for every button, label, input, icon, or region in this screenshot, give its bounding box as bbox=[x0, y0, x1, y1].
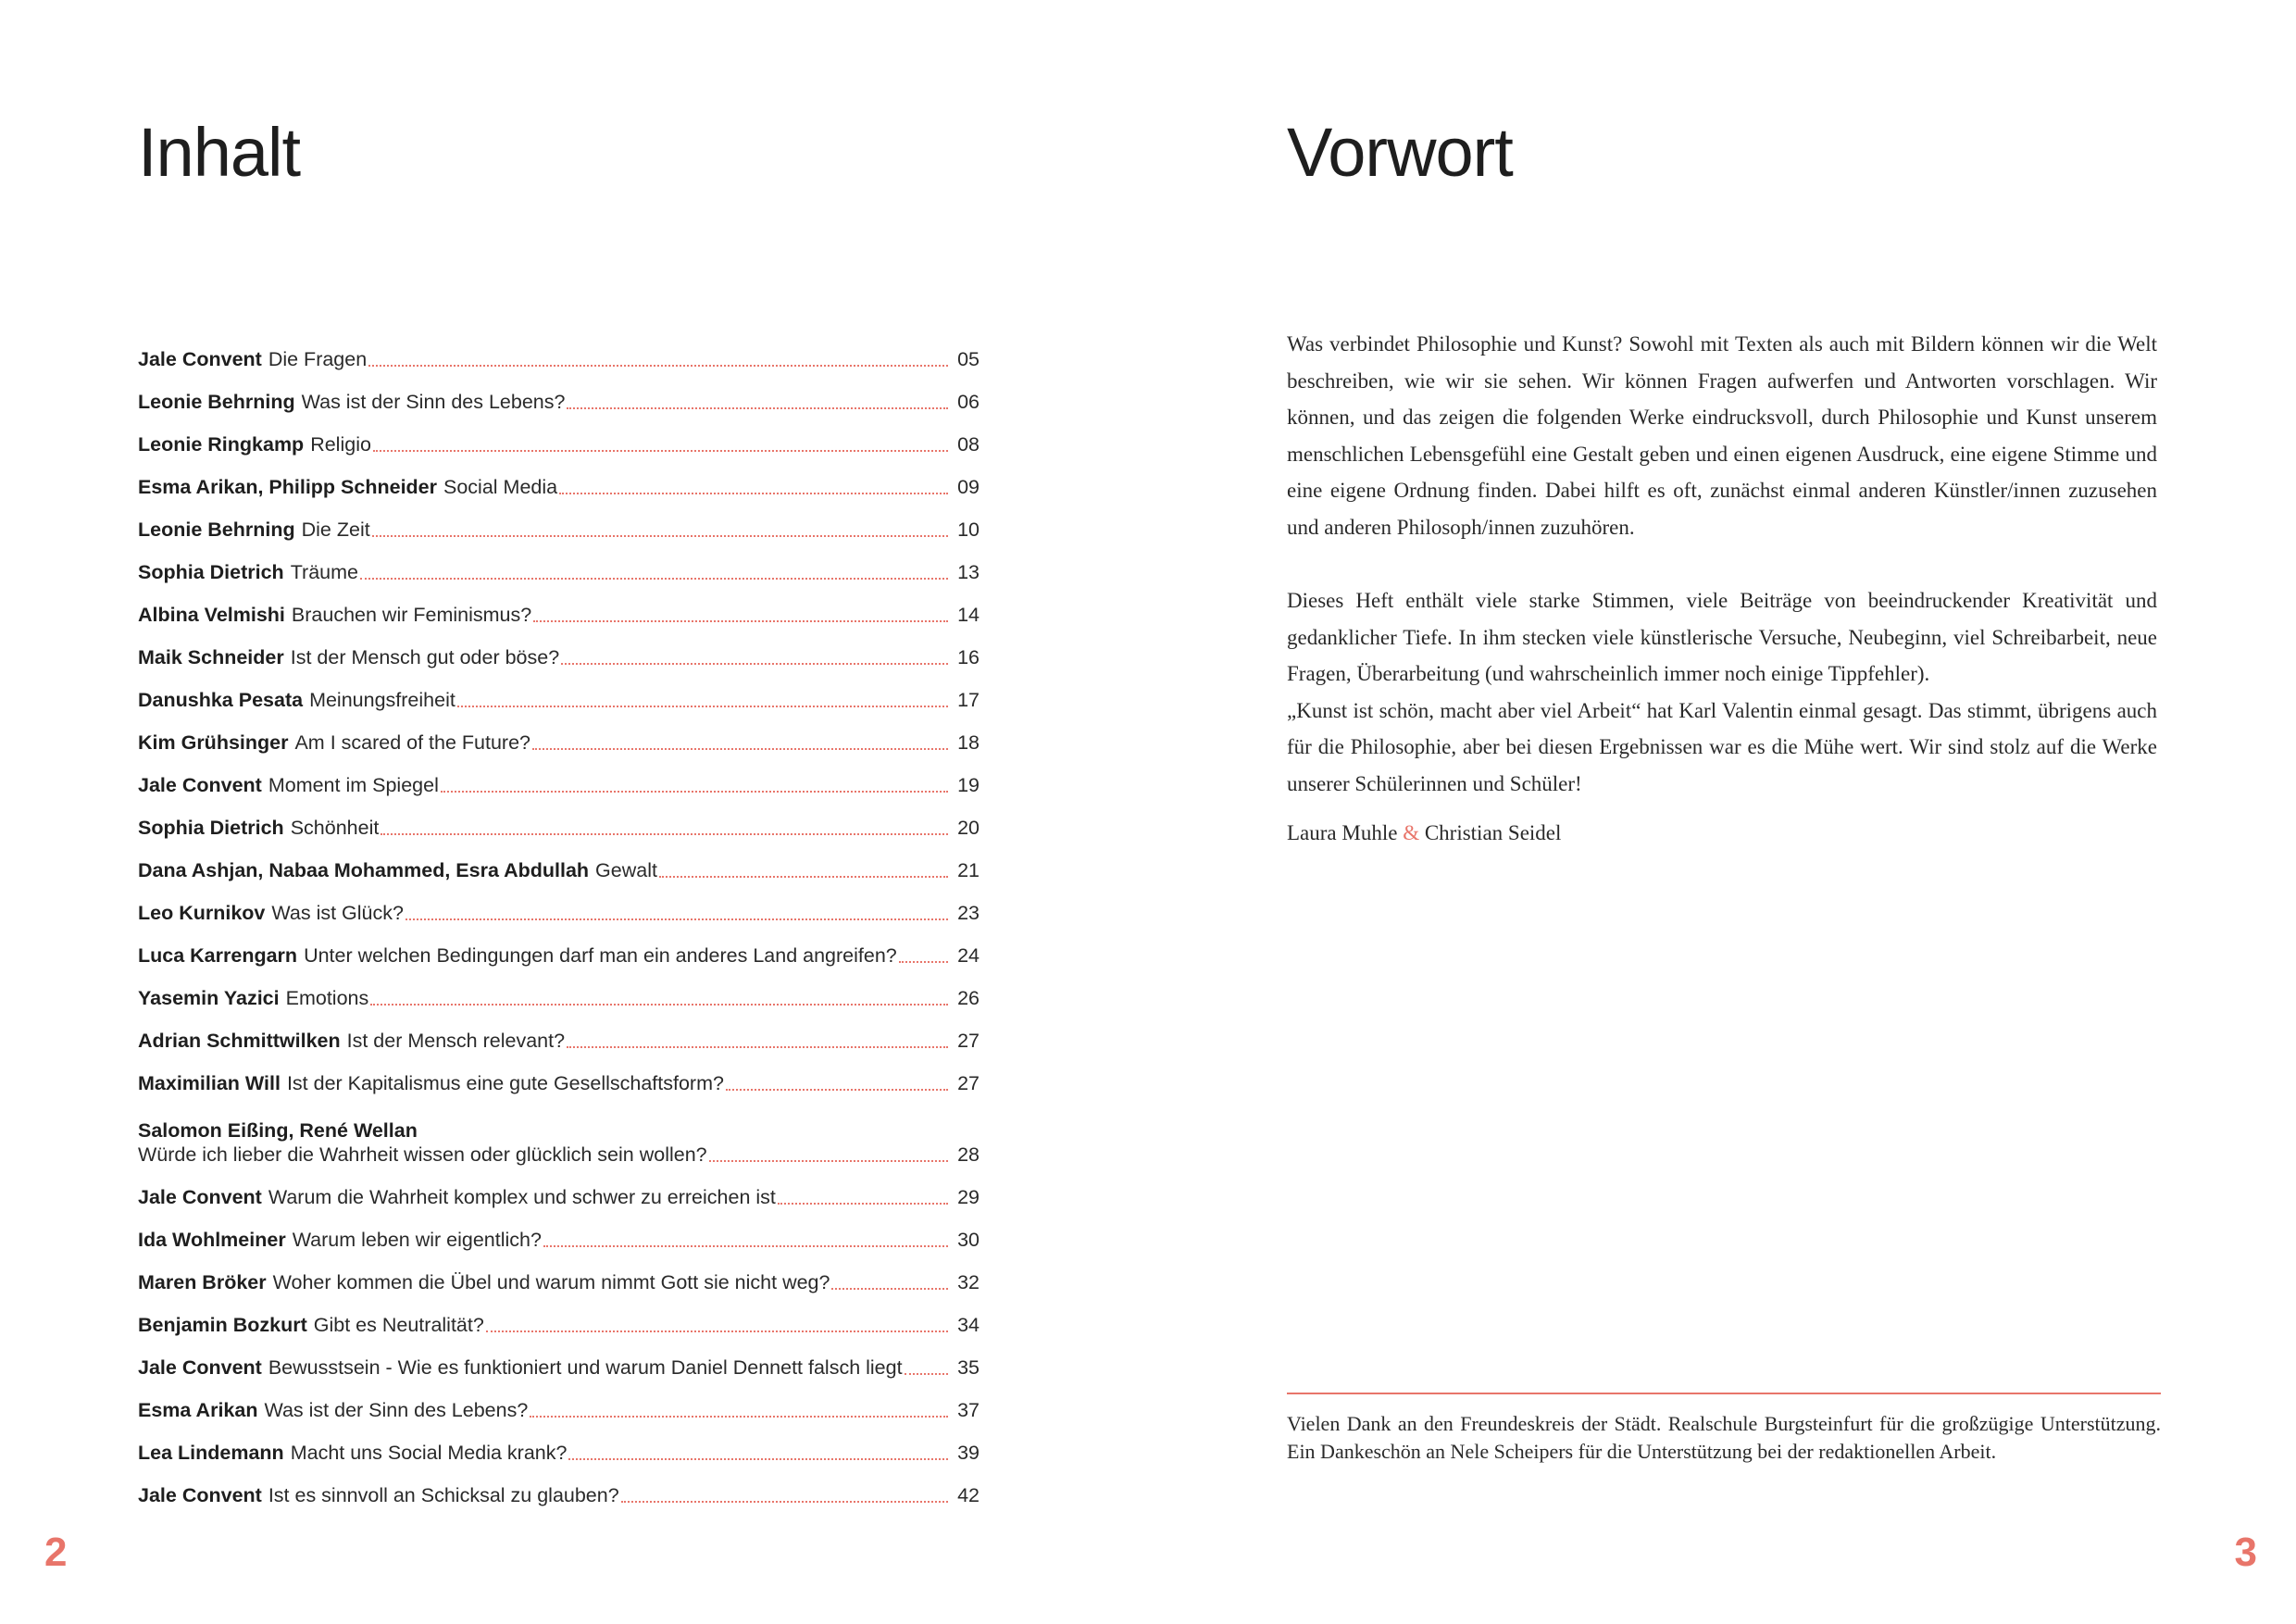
toc-author: Benjamin Bozkurt bbox=[138, 1314, 307, 1336]
toc-leader-dots bbox=[831, 1288, 948, 1290]
toc-entry bbox=[138, 627, 980, 669]
signature bbox=[1287, 821, 1561, 845]
toc-title: Was ist der Sinn des Lebens? bbox=[301, 391, 566, 413]
toc-author: Kim Grühsinger bbox=[138, 731, 289, 754]
toc-leader-dots bbox=[559, 493, 948, 494]
toc-page-number: 26 bbox=[957, 987, 980, 1009]
toc-title: Träume bbox=[290, 561, 358, 583]
toc-leader-dots bbox=[370, 1004, 948, 1006]
toc-title: Macht uns Social Media krank? bbox=[290, 1442, 568, 1464]
toc-entry bbox=[138, 542, 980, 584]
toc-leader-dots bbox=[568, 1458, 948, 1460]
toc-title: Ist der Mensch gut oder böse? bbox=[290, 646, 560, 668]
toc-leader-dots bbox=[905, 1373, 948, 1375]
acknowledgement-text: Vielen Dank an den Freundeskreis der Städt. Realschule Burgsteinfurt für die großzügige Unterstützung. Ein Dankeschön an Nele Scheipers für die Unterstützung bei der redaktionellen Arbeit. bbox=[1287, 1412, 2161, 1463]
toc-author: Jale Convent bbox=[138, 1484, 262, 1506]
toc-page-number: 17 bbox=[957, 689, 980, 711]
toc-author: Leonie Ringkamp bbox=[138, 433, 305, 456]
toc-entry bbox=[138, 584, 980, 627]
toc-author: Esma Arikan, Philipp Schneider bbox=[138, 476, 437, 498]
foreword-heading: Vorwort bbox=[1287, 114, 1513, 191]
toc-entry bbox=[138, 925, 980, 968]
toc-leader-dots bbox=[726, 1089, 948, 1091]
toc-author: Jale Convent bbox=[138, 1356, 262, 1379]
toc-author: Maik Schneider bbox=[138, 646, 284, 668]
toc-leader-dots bbox=[406, 918, 948, 920]
toc-author: Albina Velmishi bbox=[138, 604, 285, 626]
toc-entry-line-1 bbox=[138, 1118, 980, 1143]
toc-page-number: 18 bbox=[957, 731, 980, 754]
toc-leader-dots bbox=[567, 1046, 948, 1048]
toc-author: Leo Kurnikov bbox=[138, 902, 266, 924]
toc-title: Woher kommen die Übel und warum nimmt Gott sie nicht weg? bbox=[272, 1271, 830, 1293]
toc-title: Unter welchen Bedingungen darf man ein anderes Land angreifen? bbox=[304, 944, 897, 967]
toc-entry bbox=[138, 840, 980, 882]
toc-leader-dots bbox=[567, 407, 948, 409]
toc-title: Die Zeit bbox=[301, 518, 370, 541]
toc-title: Schönheit bbox=[290, 817, 380, 839]
toc-leader-dots bbox=[372, 535, 948, 537]
toc-entry bbox=[138, 499, 980, 542]
divider-rule bbox=[1287, 1393, 2161, 1394]
toc-title: Social Media bbox=[443, 476, 558, 498]
toc-author: Leonie Behrning bbox=[138, 518, 295, 541]
toc-entry bbox=[138, 755, 980, 797]
toc-leader-dots bbox=[368, 365, 948, 367]
toc-author: Esma Arikan bbox=[138, 1399, 258, 1421]
toc-page-number: 20 bbox=[957, 817, 980, 839]
toc-page-number: 08 bbox=[957, 433, 980, 456]
toc-title: Die Fragen bbox=[268, 348, 368, 370]
toc-title: Ist der Mensch relevant? bbox=[346, 1030, 566, 1052]
toc-leader-dots bbox=[457, 706, 948, 707]
toc-page-number: 27 bbox=[957, 1072, 980, 1094]
toc-title: Warum die Wahrheit komplex und schwer zu erreichen ist bbox=[268, 1186, 776, 1208]
toc-title: Ist der Kapitalismus eine gute Gesellschaftsform? bbox=[286, 1072, 724, 1094]
toc-author: Leonie Behrning bbox=[138, 391, 295, 413]
toc-page-number: 10 bbox=[957, 518, 980, 541]
toc-leader-dots bbox=[373, 450, 948, 452]
toc-title: Gewalt bbox=[595, 859, 657, 881]
toc-title: Bewusstsein - Wie es funktioniert und warum Daniel Dennett falsch liegt bbox=[268, 1356, 903, 1379]
toc-entry bbox=[138, 1422, 980, 1465]
toc-title: Moment im Spiegel bbox=[268, 774, 439, 796]
toc-leader-dots bbox=[621, 1501, 948, 1503]
toc-author: Ida Wohlmeiner bbox=[138, 1229, 286, 1251]
toc-entry bbox=[138, 1337, 980, 1380]
toc-entry bbox=[138, 1380, 980, 1422]
toc-entry-line-2 bbox=[138, 1143, 980, 1167]
toc-page-number: 28 bbox=[957, 1143, 980, 1166]
toc-title: Würde ich lieber die Wahrheit wissen oder glücklich sein wollen? bbox=[138, 1143, 707, 1166]
signature-name-2: Christian Seidel bbox=[1424, 821, 1562, 844]
toc-author: Sophia Dietrich bbox=[138, 561, 284, 583]
toc-leader-dots bbox=[486, 1330, 948, 1332]
toc-title: Warum leben wir eigentlich? bbox=[292, 1229, 542, 1251]
toc-author: Jale Convent bbox=[138, 348, 262, 370]
toc-page-number: 05 bbox=[957, 348, 980, 370]
signature-name-1: Laura Muhle bbox=[1287, 821, 1398, 844]
toc-leader-dots bbox=[533, 620, 948, 622]
toc-page-number: 16 bbox=[957, 646, 980, 668]
toc-page-number: 06 bbox=[957, 391, 980, 413]
toc-leader-dots bbox=[899, 961, 948, 963]
toc-title: Was ist der Sinn des Lebens? bbox=[264, 1399, 529, 1421]
toc-page-number: 21 bbox=[957, 859, 980, 881]
toc-author: Danushka Pesata bbox=[138, 689, 304, 711]
toc-entry bbox=[138, 1294, 980, 1337]
toc-leader-dots bbox=[561, 663, 948, 665]
toc-heading: Inhalt bbox=[138, 114, 301, 191]
toc-entry bbox=[138, 1209, 980, 1252]
toc-entry bbox=[138, 414, 980, 456]
toc-page-number: 32 bbox=[957, 1271, 980, 1293]
toc-page-number: 30 bbox=[957, 1229, 980, 1251]
toc-page-number: 39 bbox=[957, 1442, 980, 1464]
toc-author: Sophia Dietrich bbox=[138, 817, 284, 839]
toc-page-number: 13 bbox=[957, 561, 980, 583]
signature-ampersand: & bbox=[1403, 821, 1420, 844]
toc-title: Ist es sinnvoll an Schicksal zu glauben? bbox=[268, 1484, 619, 1506]
toc-entry bbox=[138, 1252, 980, 1294]
toc-page-number: 29 bbox=[957, 1186, 980, 1208]
toc-leader-dots bbox=[778, 1203, 948, 1205]
toc-title: Meinungsfreiheit bbox=[309, 689, 455, 711]
toc-author: Yasemin Yazici bbox=[138, 987, 280, 1009]
page-number-left: 2 bbox=[44, 1530, 68, 1575]
toc-author: Adrian Schmittwilken bbox=[138, 1030, 341, 1052]
toc-leader-dots bbox=[659, 876, 948, 878]
toc-entry bbox=[138, 456, 980, 499]
toc-author: Jale Convent bbox=[138, 774, 262, 796]
toc-page-number: 14 bbox=[957, 604, 980, 626]
toc-leader-dots bbox=[543, 1245, 948, 1247]
toc-leader-dots bbox=[709, 1160, 948, 1162]
toc-page-number: 19 bbox=[957, 774, 980, 796]
toc-entry bbox=[138, 797, 980, 840]
toc-leader-dots bbox=[530, 1416, 948, 1418]
toc-entry bbox=[138, 968, 980, 1010]
toc-entry bbox=[138, 371, 980, 414]
toc-author: Luca Karrengarn bbox=[138, 944, 298, 967]
toc-leader-dots bbox=[532, 748, 948, 750]
toc-entry bbox=[138, 1167, 980, 1209]
toc-leader-dots bbox=[381, 833, 948, 835]
toc-title: Brauchen wir Feminismus? bbox=[291, 604, 532, 626]
toc-title: Emotions bbox=[285, 987, 369, 1009]
toc-leader-dots bbox=[360, 578, 948, 580]
toc-page-number: 23 bbox=[957, 902, 980, 924]
foreword-paragraph-2: Dieses Heft enthält viele starke Stimmen, viele Beiträge von beeindruckender Kreativität und gedanklicher Tiefe. In ihm stecken viele künstlerische Versuche, Neubeginn, viel Schreibarbeit, neue Fragen, Überarbeitung (und wahrscheinlich immer noch einige Tippfehler). bbox=[1287, 589, 2157, 685]
toc-author: Maximilian Will bbox=[138, 1072, 281, 1094]
foreword-text bbox=[1287, 326, 2157, 802]
foreword-paragraph-1: Was verbindet Philosophie und Kunst? Sowohl mit Texten als auch mit Bildern können wir die Welt beschreiben, wie wir sie sehen. Wir können Fragen aufwerfen und Antworten vorschlagen. Wir können, und das zeigen die folgenden Werke eindrucksvoll, durch Philosophie und Kunst unserem menschlichen Lebensgefühl eine Gestalt geben und einen eigenen Ausdruck, eine eigene Stimme und eine eigene Ordnung finden. Dabei hilft es oft, zunächst einmal anderen Künstler/innen zuzusehen und anderen Philosoph/innen zuzuhören. bbox=[1287, 332, 2157, 539]
toc-entry bbox=[138, 1053, 980, 1095]
foreword-paragraph-3: „Kunst ist schön, macht aber viel Arbeit“ hat Karl Valentin einmal gesagt. Das stimmt, übrigens auch für die Philosophie, aber bei diesen Ergebnissen war es die Mühe wert. Wir sind stolz auf die Werke unserer Schülerinnen und Schüler! bbox=[1287, 698, 2157, 795]
table-of-contents bbox=[138, 329, 980, 1507]
toc-entry bbox=[138, 1010, 980, 1053]
toc-page-number: 24 bbox=[957, 944, 980, 967]
toc-author: Dana Ashjan, Nabaa Mohammed, Esra Abdullah bbox=[138, 859, 590, 881]
toc-entry bbox=[138, 329, 980, 371]
toc-entry bbox=[138, 712, 980, 755]
toc-page-number: 35 bbox=[957, 1356, 980, 1379]
toc-entry bbox=[138, 1095, 980, 1167]
toc-author: Salomon Eißing, René Wellan bbox=[138, 1119, 418, 1142]
toc-entry bbox=[138, 669, 980, 712]
toc-author: Lea Lindemann bbox=[138, 1442, 284, 1464]
toc-entry bbox=[138, 882, 980, 925]
toc-author: Jale Convent bbox=[138, 1186, 262, 1208]
toc-page-number: 37 bbox=[957, 1399, 980, 1421]
toc-page-number: 27 bbox=[957, 1030, 980, 1052]
toc-leader-dots bbox=[441, 791, 948, 793]
toc-author: Maren Bröker bbox=[138, 1271, 267, 1293]
toc-title: Religio bbox=[310, 433, 371, 456]
toc-entry bbox=[138, 1465, 980, 1507]
toc-title: Gibt es Neutralität? bbox=[313, 1314, 484, 1336]
right-page bbox=[1148, 0, 2296, 1624]
toc-page-number: 34 bbox=[957, 1314, 980, 1336]
toc-title: Am I scared of the Future? bbox=[294, 731, 531, 754]
page-number-right: 3 bbox=[2234, 1530, 2257, 1575]
toc-page-number: 09 bbox=[957, 476, 980, 498]
toc-title: Was ist Glück? bbox=[271, 902, 404, 924]
toc-page-number: 42 bbox=[957, 1484, 980, 1506]
